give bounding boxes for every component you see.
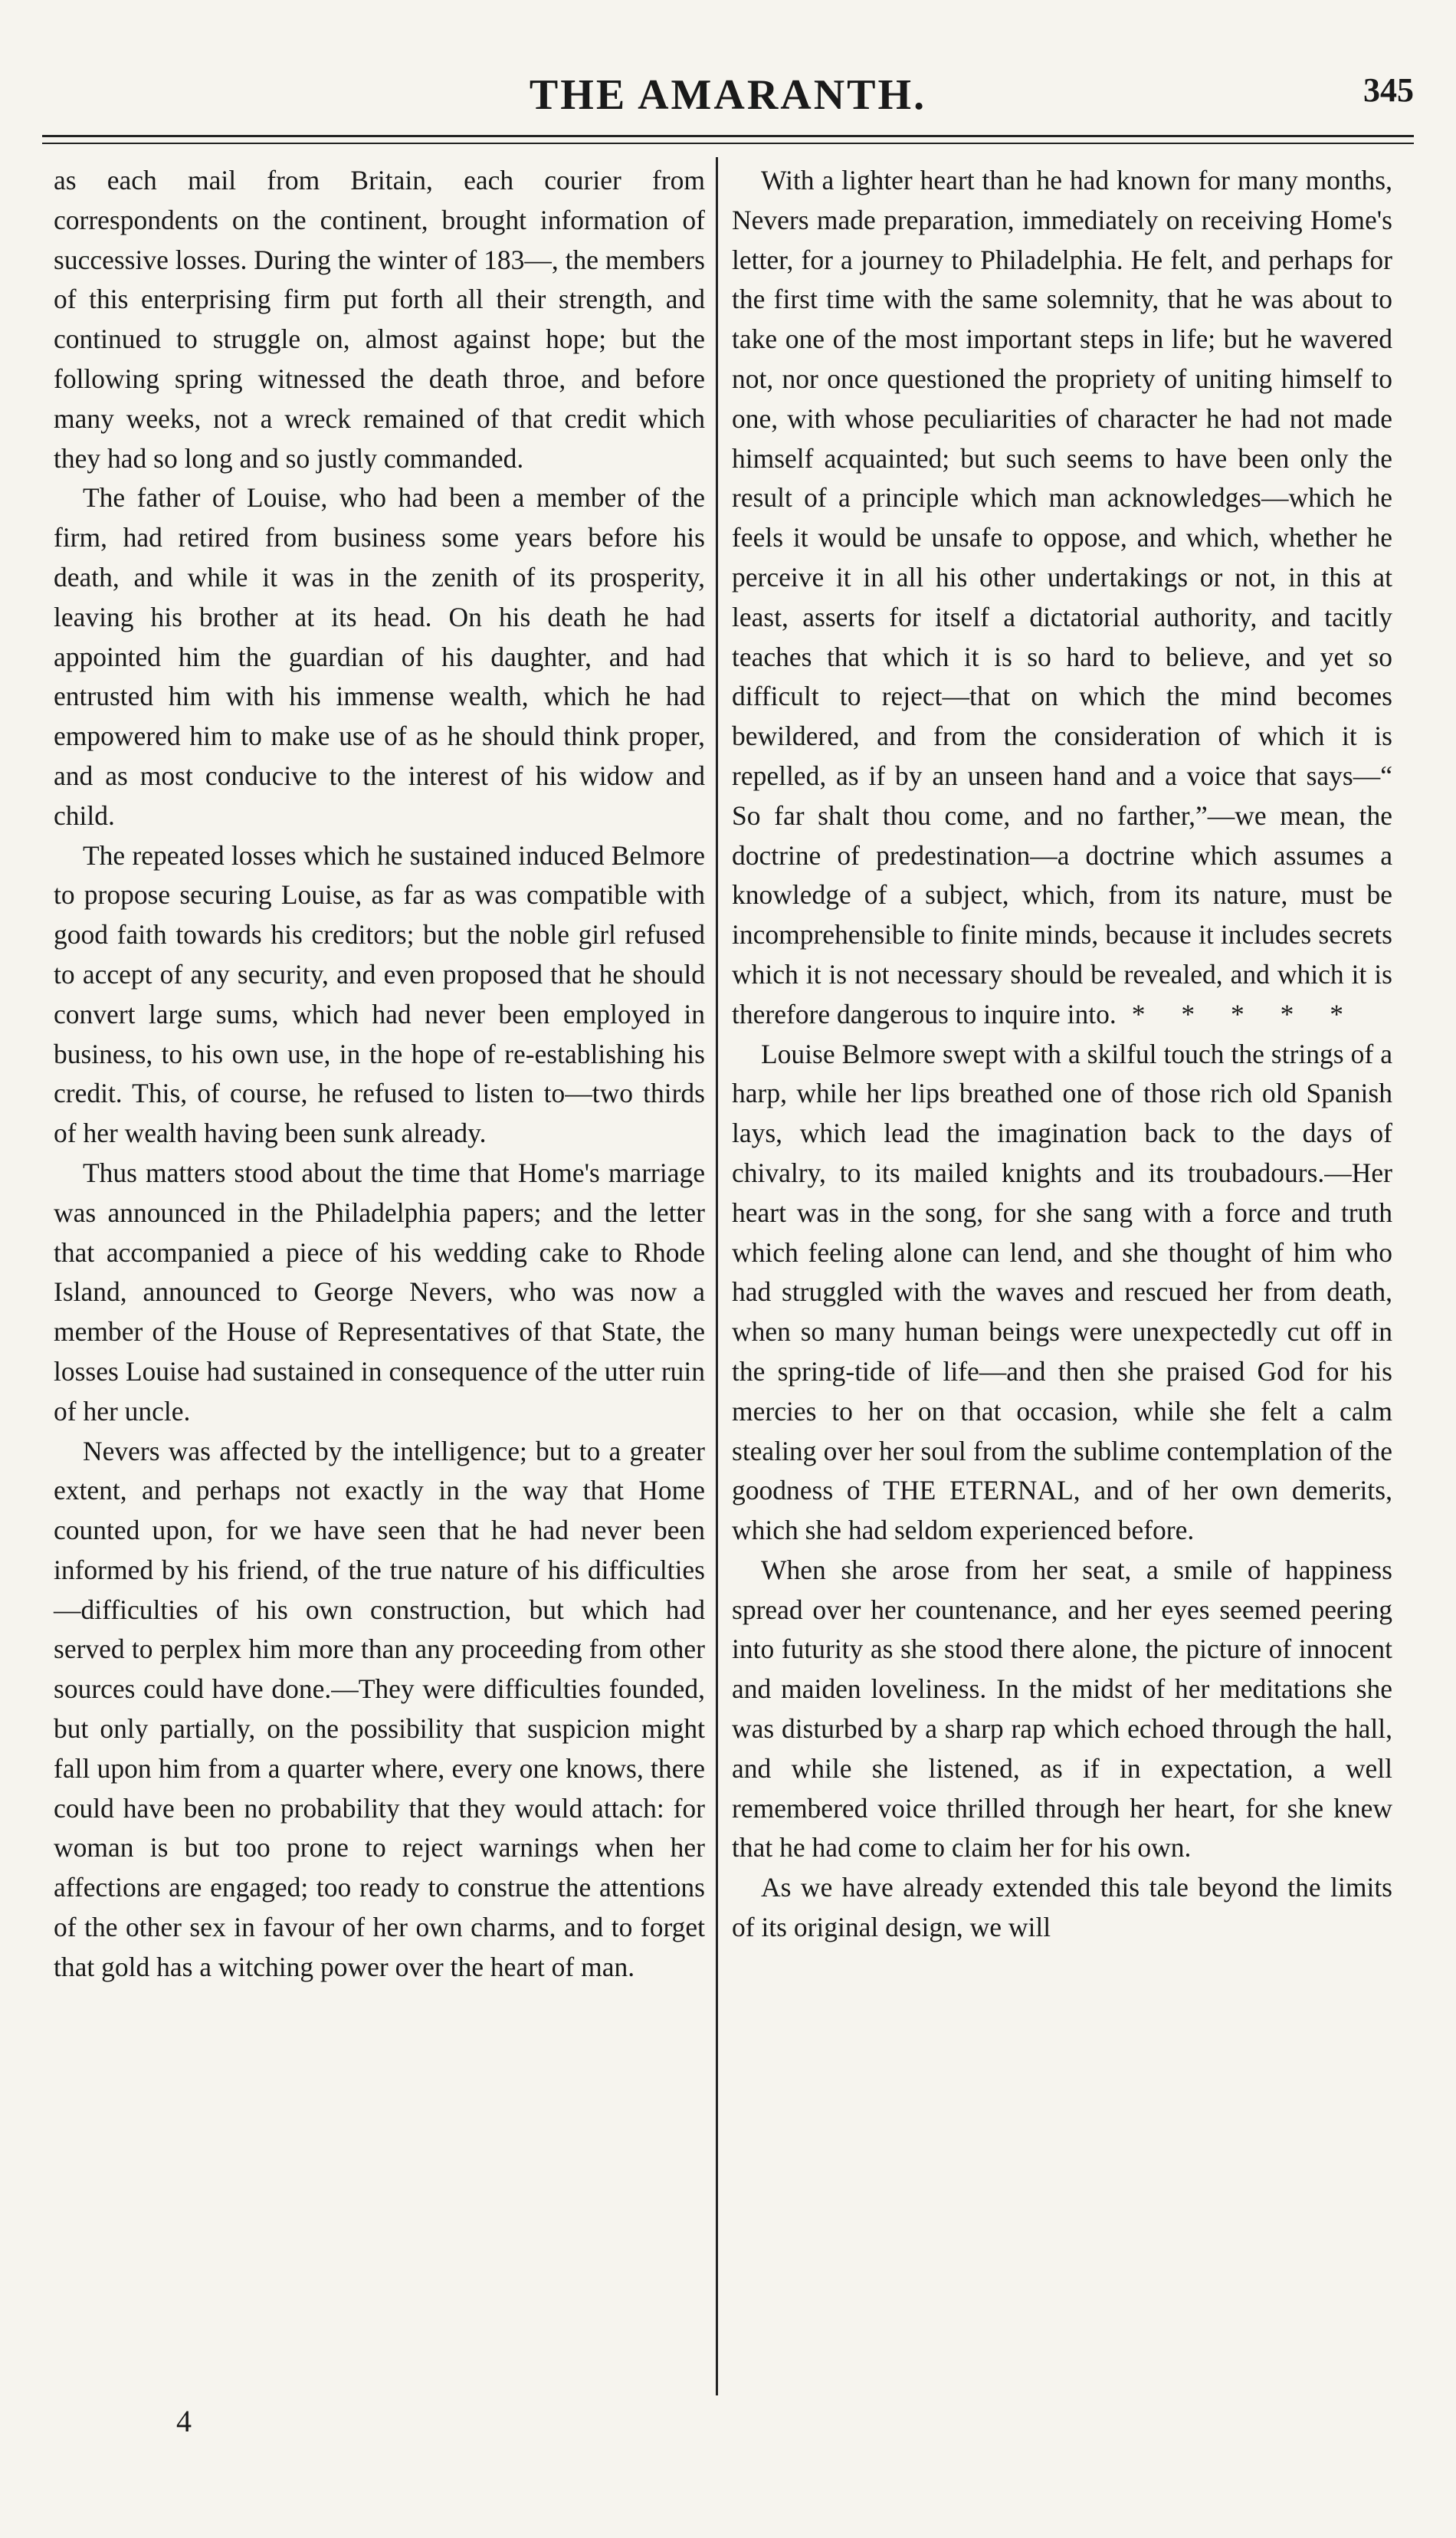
paragraph: When she arose from her seat, a smile of happiness spread over her countenance, and her eyes seemed peering into futurity as she stood there alone, the picture of innocent and maiden loveliness. In the midst of her meditations she was disturbed by a sharp rap which echoed through the hall, and while she listened, as if in expectation, a well remembered voice thrilled through her heart, for she knew that he had come to claim her for his own. [732,1554,1392,1863]
paragraph-text: , and of her own demerits, which she had seldom experienced before. [732,1475,1392,1546]
paragraph [732,161,1392,1035]
small-caps-text: THE ETERNAL [883,1475,1074,1506]
paragraph-text: With a lighter heart than he had known for many months, Nevers made preparation, immediately on receiving Home's letter, for a journey to Philadelphia. He felt, and perhaps for the first time with the same solemnity, that he was about to take one of the most important steps in life; but he wavered not, nor once questioned the propriety of uniting himself to one, with whose peculiarities of character he had not made himself acquainted; but such seems to have been only the result of a principle which man acknowledges—which he feels it would be unsafe to oppose, and which, whether he perceive it in all his other undertakings or not, in this at least, asserts for itself a dictatorial authority, and tacitly teaches that which it is so hard to believe, and yet so difficult to reject—that on which the mind becomes bewildered, and from the consideration of which it is repelled, as if by an unseen hand and a voice that says—“ So far shalt thou come, and no farther,”—we mean, the doctrine of predestination—a doctrine which assumes a knowledge of a subject, which, from its nature, must be incomprehensible to finite minds, because it includes secrets which it is not necessary should be revealed, and which it is therefore dangerous to inquire into. [732,165,1392,1029]
paragraph: as each mail from Britain, each courier from correspondents on the continent, brought information of successive losses. During the winter of 183—, the members of this enterprising firm put forth all their strength, and continued to struggle on, almost against hope; but the following spring witnessed the death throe, and before many weeks, not a wreck remained of that credit which they had so long and so justly commanded. [54,165,705,474]
left-column [54,161,705,1988]
right-column [732,161,1392,1948]
paragraph: As we have already extended this tale beyond the limits of its original design, we will [732,1872,1392,1943]
paragraph: Thus matters stood about the time that Home's marriage was announced in the Philadelphia papers; and the letter that accompanied a piece of his wedding cake to Rhode Island, announced to George Nevers, who was now a member of the House of Representatives of that State, the losses Louise had sustained in consequence of the utter ruin of her uncle. [54,1157,705,1427]
header-rule-bottom [42,143,1414,144]
paragraph: Nevers was affected by the intelligence; but to a greater extent, and perhaps not exactly in the way that Home counted upon, for we have seen that he had never been informed by his friend, of the true nature of his difficulties—difficulties of his own construction, but which had served to perplex him more than any proceeding from other sources could have done.—They were difficulties founded, but only partially, on the possibility that suspicion might fall upon him from a quarter where, every one knows, there could have been no probability that they would attach: for woman is but too prone to reject warnings when her affections are engaged; too ready to construe the attentions of the other sex in favour of her own charms, and to forget that gold has a witching power over the heart of man. [54,1435,705,1982]
journal-title: THE AMARANTH. [529,71,927,119]
paragraph [732,1035,1392,1551]
column-divider [716,157,718,2395]
paragraph: The repeated losses which he sustained induced Belmore to propose securing Louise, as far as was compatible with good faith towards his creditors; but the noble girl refused to accept of any security, and even proposed that he should convert large sums, which had never been employed in business, to his own use, in the hope of re-establishing his credit. This, of course, he refused to listen to—two thirds of her wealth having been sunk already. [54,839,705,1149]
header-rule-top [42,135,1414,137]
page-number: 345 [1363,71,1414,109]
running-header [42,0,1414,169]
paragraph-text: Louise Belmore swept with a skilful touch the strings of a harp, while her lips breathed one of those rich old Spanish lays, which lead the imagination back to the days of chivalry, to its mailed knights and its troubadours.—Her heart was in the song, for she sang with a force and truth which feeling alone can lend, and she thought of him who had struggled with the waves and rescued her from death, when so many human beings were unexpectedly cut off in the spring-tide of life—and then she praised God for his mercies to her on that occasion, while she felt a calm stealing over her soul from the sublime contemplation of the goodness of [732,1038,1392,1506]
signature-mark: 4 [176,2404,192,2438]
section-break-stars: * * * * * [1131,998,1344,1029]
paragraph: The father of Louise, who had been a member of the firm, had retired from business some years before his death, and while it was in the zenith of its prosperity, leaving his brother at its head. On his death he had appointed him the guardian of his daughter, and had entrusted him with his immense wealth, which he had empowered him to make use of as he should think proper, and as most conducive to the interest of his widow and child. [54,482,705,831]
